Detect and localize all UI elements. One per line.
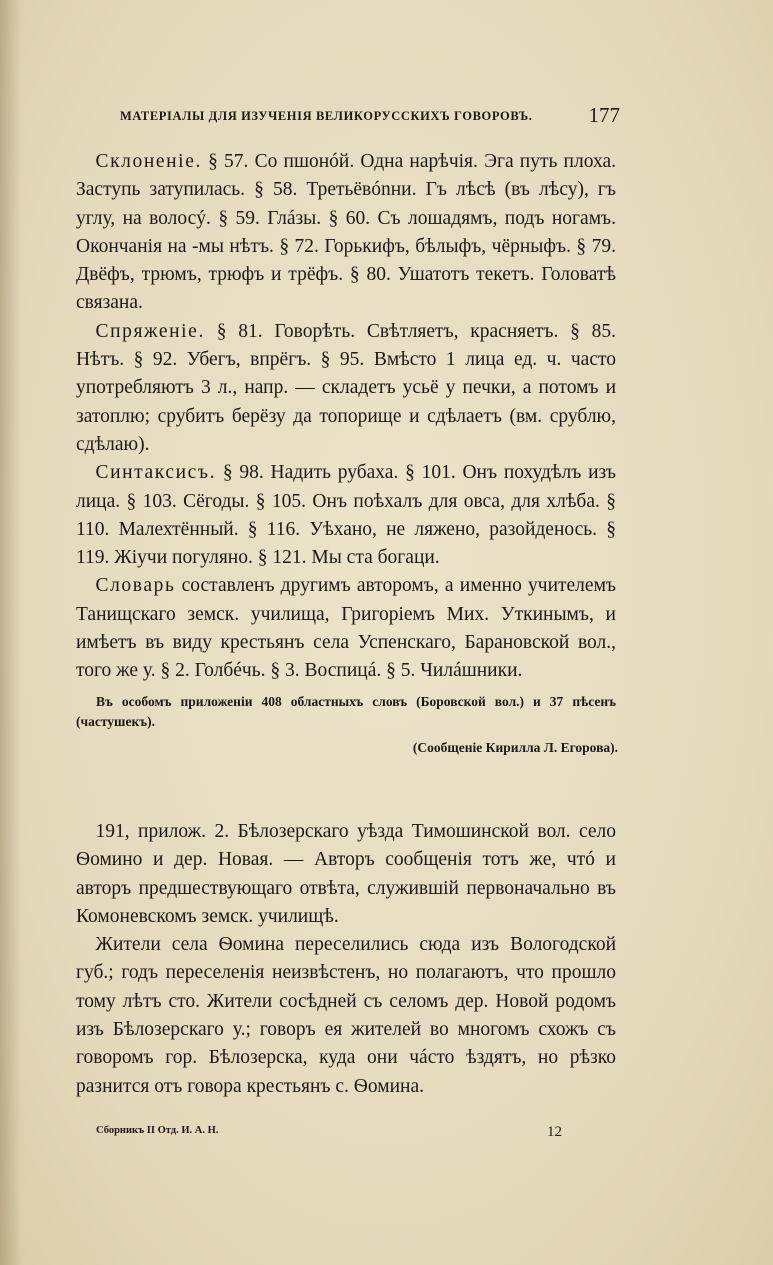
appendix-note <box>76 692 616 732</box>
contributor-signature: (Сообщеніе Кирилла Л. Егорова). <box>412 740 618 755</box>
running-head-title: МАТЕРІАЛЫ ДЛЯ ИЗУЧЕНІЯ ВЕЛИКОРУССКИХЪ ГОВОРОВЪ. <box>120 109 533 123</box>
entry-191-heading-paragraph <box>76 818 616 931</box>
paragraph-body: § 57. Со пшонóй. Одна нарѣчія. Эга путь плоха. Заступь затупилась. § 58. Третьёвónни. Гъ лѣсѣ (въ лѣсу), гъ углу, на волосý. § 59. Глáзы. § 60. Съ лошадямъ, подъ ногамъ. Окончанія на -мы нѣтъ. § 72. Горькифъ, бѣлыфъ, чёрныфъ. § 79. Двёфъ, трюмъ, трюфъ и трёфъ. § 80. Ушатотъ текетъ. Головатѣ связана. <box>76 151 617 314</box>
entry-191-body-paragraph <box>76 931 616 1101</box>
paragraph-lead: Синтаксисъ. <box>95 462 217 484</box>
appendix-note-text: Въ особомъ приложеніи 408 областныхъ словъ (Боровской вол.) и 37 пѣсенъ (частушекъ). <box>76 694 616 729</box>
paragraph-body: составленъ другимъ авторомъ, а именно учителемъ Танищскаго земск. училища, Григоріемъ Мих. Уткинымъ, и имѣетъ въ виду крестьянъ села Успенскаго, Барановской вол., того же у. § 2. Голбéчь. § 3. Воспицá. § 5. Чилáшники. <box>76 575 616 682</box>
sheet-number: 12 <box>547 1124 562 1140</box>
signature-mark: Сборникъ II Отд. И. А. Н. <box>96 1125 219 1136</box>
entry-191-text: 191, прилож. 2. Бѣлозерскаго уѣзда Тимошинской вол. село Ѳомино и дер. Новая. — Авторъ сообщенія тотъ же, чтó и авторъ предшествующаго отвѣта, служившій первоначально въ Комоневскомъ земск. училищѣ. <box>76 821 616 927</box>
second-entry <box>76 818 616 1101</box>
main-text-block <box>76 148 616 686</box>
paragraph-lead: Словарь <box>95 575 176 597</box>
paragraph-lead: Спряженіе. <box>95 320 205 342</box>
paragraph-declension <box>76 148 616 318</box>
paragraph-body: § 98. Надить рубаха. § 101. Онъ похудѣлъ изъ лица. § 103. Сёгоды. § 105. Онъ поѣхалъ для овса, для хлѣба. § 110. Малехтённый. § 116. Уѣхано, не ляжено, разойденось. § 119. Жіучи погуляно. § 121. Мы ста богаци. <box>76 462 617 569</box>
paragraph-dictionary <box>76 572 616 685</box>
running-head <box>120 103 620 129</box>
paragraph-syntax <box>76 459 616 572</box>
entry-191-body-text: Жители села Ѳомина переселились сюда изъ Вологодской губ.; годъ переселенія неизвѣстенъ, но полагаютъ, что прошло тому лѣтъ сто. Жители сосѣдней съ селомъ дер. Новой родомъ изъ Бѣлозерскаго у.; говоръ ея жителей во многомъ схожъ съ говоромъ гор. Бѣлозерска, куда они чáсто ѣздятъ, но рѣзко разнится отъ говора крестьянъ с. Ѳомина. <box>76 934 616 1097</box>
page-gutter-shadow <box>0 0 22 1265</box>
paragraph-body: § 81. Говорѣть. Свѣтляетъ, красняетъ. § 85. Нѣтъ. § 92. Убегъ, впрёгъ. § 95. Вмѣсто 1 лица ед. ч. часто употребляютъ 3 л., напр. — складетъ усьё у печки, а потомъ и затоплю; срубитъ берёзу да топорище и сдѣлаетъ (вм. срублю, сдѣлаю). <box>76 320 616 455</box>
paragraph-conjugation <box>76 318 616 459</box>
page-number: 177 <box>588 103 620 127</box>
paragraph-lead: Склоненіе. <box>95 151 202 172</box>
